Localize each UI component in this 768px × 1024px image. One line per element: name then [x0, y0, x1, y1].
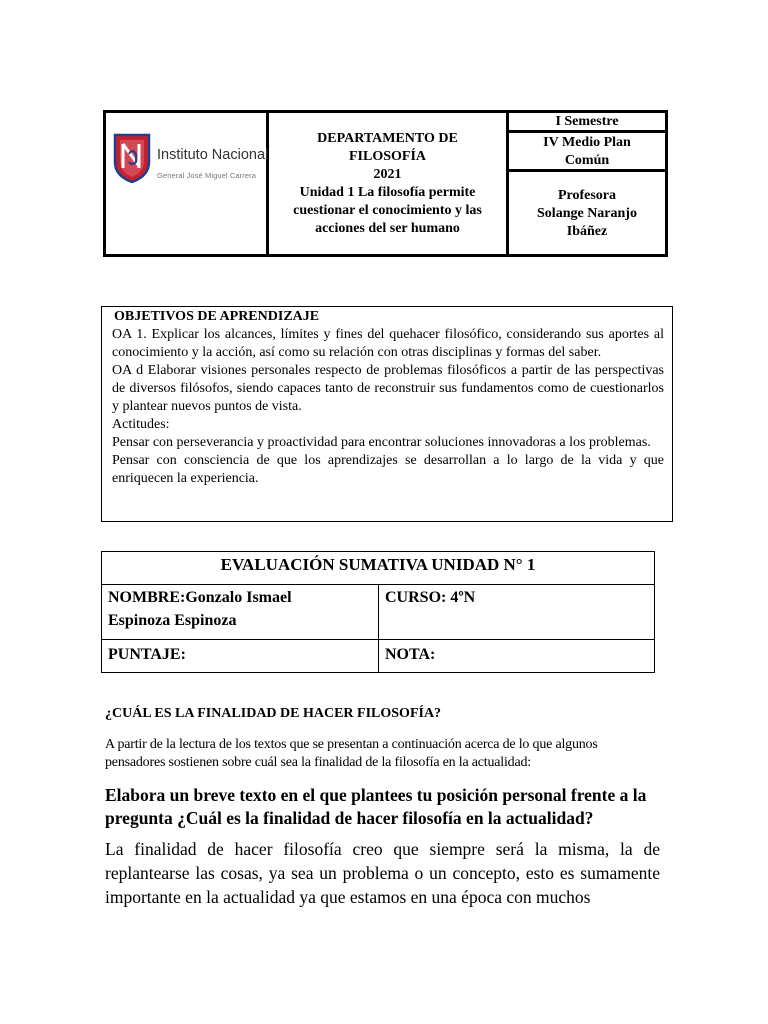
student-name-line: Espinoza Espinoza	[108, 612, 237, 629]
unit-line: Unidad 1 La filosofía permite	[299, 185, 476, 200]
institution-logo	[112, 127, 269, 187]
objective-paragraph: OA d Elaborar visiones personales respecto de problemas filosóficos a partir de las perspectivas de diversos filósofos, siendo capaces tanto de reconstruir sus fundamentos como de cuestionarlos y plantear nuevos puntos de vista.	[112, 363, 664, 414]
answer-text: La finalidad de hacer filosofía creo que siempre será la misma, la de replantearse las cosas, ya sea un problema o un concepto, esto es sumamente importante en la actualidad ya que estamos en una época con muchos	[105, 839, 660, 907]
evaluation-table	[101, 551, 655, 673]
attitude-paragraph: Pensar con consciencia de que los aprendizajes se desarrollan a lo largo de la vida y que enriquecen la experiencia.	[112, 453, 664, 486]
score-cell: PUNTAJE:	[102, 640, 379, 672]
teacher-line: Ibáñez	[566, 224, 608, 239]
teacher-label	[509, 172, 665, 254]
evaluation-title: EVALUACIÓN SUMATIVA UNIDAD N° 1	[102, 552, 654, 585]
logo-title: Instituto Nacional	[157, 147, 269, 163]
header-table	[103, 110, 668, 257]
logo-cell	[106, 113, 269, 254]
objective-paragraph: OA 1. Explicar los alcances, límites y fines del quehacer filosófico, considerando sus aportes al conocimiento y la acción, así como su relación con otras disciplinas y formas del saber.	[112, 327, 664, 360]
crest-icon	[112, 132, 152, 184]
semester-label: I Semestre	[509, 113, 665, 133]
year-line: 2021	[373, 167, 402, 182]
level-label	[509, 133, 665, 172]
unit-line: acciones del ser humano	[315, 221, 460, 236]
question-heading: ¿CUÁL ES LA FINALIDAD DE HACER FILOSOFÍA?	[105, 706, 442, 721]
department-line: DEPARTAMENTO DE	[317, 131, 458, 146]
logo-subtitle: General José Miguel Carrera	[157, 171, 256, 180]
unit-line: cuestionar el conocimiento y las	[293, 203, 482, 218]
level-line: Común	[564, 153, 610, 168]
attitudes-heading: Actitudes:	[112, 417, 170, 432]
grade-cell: NOTA:	[385, 646, 436, 663]
course-cell: CURSO: 4ºN	[379, 585, 654, 640]
student-name-line: NOMBRE:Gonzalo Ismael	[108, 589, 292, 606]
teacher-line: Profesora	[557, 188, 617, 203]
student-name-cell	[102, 585, 379, 640]
attitude-paragraph: Pensar con perseverancia y proactividad para encontrar soluciones innovadoras a los problemas.	[112, 435, 651, 450]
objectives-box	[101, 306, 673, 522]
intro-text: A partir de la lectura de los textos que se presentan a continuación acerca de lo que algunos pensadores sostienen sobre cuál sea la finalidad de la filosofía en la actualidad:	[105, 737, 598, 770]
department-cell	[269, 113, 509, 254]
department-line: FILOSOFÍA	[348, 149, 426, 164]
level-line: IV Medio Plan	[543, 135, 631, 150]
teacher-line: Solange Naranjo	[537, 206, 637, 221]
objectives-title: OBJETIVOS DE APRENDIZAJE	[114, 309, 320, 324]
prompt-text: Elabora un breve texto en el que plantees tu posición personal frente a la pregunta ¿Cuál es la finalidad de hacer filosofía en la actualidad?	[105, 785, 647, 828]
info-cell	[509, 113, 665, 254]
